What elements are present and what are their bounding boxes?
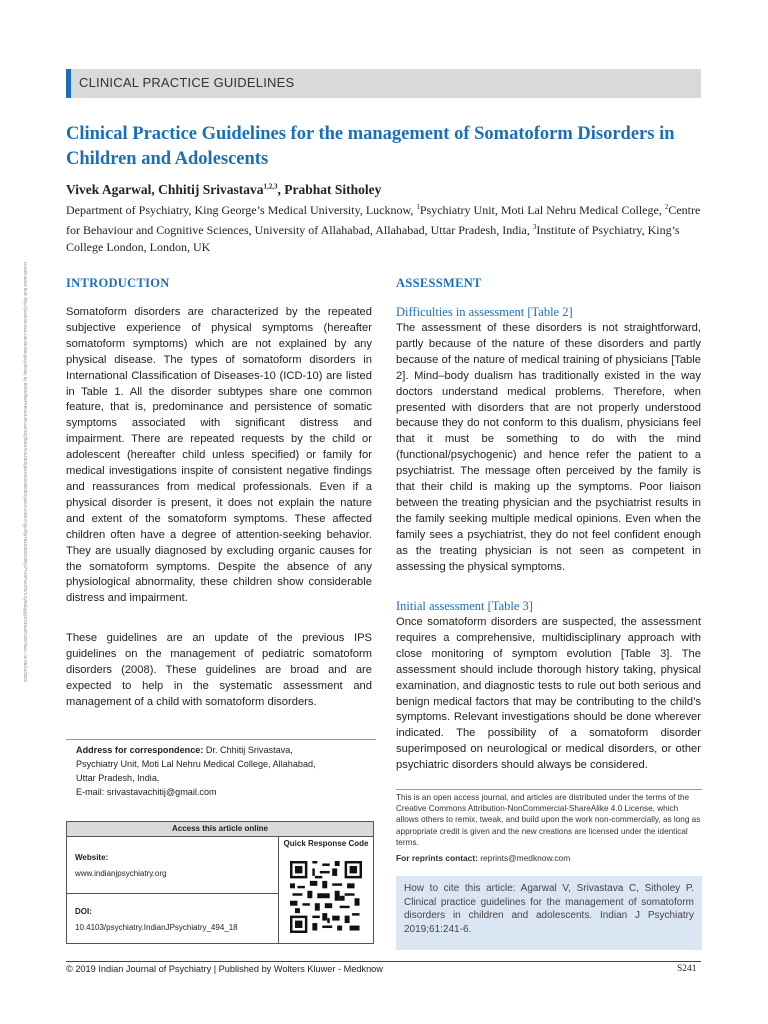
affiliation-sup: 3 (532, 223, 537, 231)
banner-label: CLINICAL PRACTICE GUIDELINES (79, 75, 295, 90)
correspondence-line: Psychiatry Unit, Moti Lal Nehru Medical College, Allahabad, (76, 759, 316, 769)
website-label: Website: (75, 853, 109, 862)
qr-header: Quick Response Code (283, 839, 369, 848)
affiliation-sup: 2 (664, 203, 669, 211)
correspondence-label: Address for correspondence: (76, 745, 204, 755)
access-header: Access this article online (67, 822, 373, 837)
access-info-column (67, 837, 279, 943)
author-superscript: 1,2,3 (263, 182, 278, 191)
correspondence-block (66, 739, 376, 799)
author-names-2: , Prabhat Sitholey (277, 182, 382, 197)
doi-label: DOI: (75, 907, 92, 916)
website-link[interactable]: www.indianjpsychiatry.org (75, 869, 167, 878)
reprints-contact (396, 853, 570, 863)
article-title: Clinical Practice Guidelines for the management of Somatoform Disorders in Children and Adolescents (66, 124, 675, 169)
access-online-box (66, 821, 374, 944)
affiliation-part: Institute of Psychiatry, King’s College London, London, UK (66, 223, 680, 254)
license-notice: This is an open access journal, and articles are distributed under the terms of the Creative Commons Attribution-NonCommercial-ShareAlike 4.0 License, which allows others to remix, tweak, and build upon the work non-commercially, as long as appropriate credit is given and the new creations are licensed under the identical terms. (396, 789, 702, 848)
citation-box: How to cite this article: Agarwal V, Srivastava C, Sitholey P. Clinical practice guidelines for the management of somatoform disorders in children and adolescents. Indian J Psychiatry 2019;61:241-6. (396, 876, 702, 950)
assessment-paragraph-2: Once somatoform disorders are suspected, the assessment requires a comprehensive, multidisciplinary approach with close monitoring of symptom evolution [Table 3]. The assessment should include thorough history taking, physical examination, and diagnostic tests to rule out both serious and benign medical factors that may be contributing to the child’s symptoms. Relevant investigations should be done wherever indicated. The possibility of a somatoform disorder superimposed on neurological or medical disorders, or other psychiatric disorders should always be considered. (396, 616, 701, 772)
correspondence-email[interactable]: E-mail: srivastavachitij@gmail.com (76, 787, 217, 797)
affiliation-sup: 1 (416, 203, 420, 211)
section-banner (66, 69, 701, 98)
reprints-label: For reprints contact: (396, 853, 478, 863)
assessment-subheading-2: Initial assessment [Table 3] (396, 599, 533, 613)
banner-accent-bar (66, 69, 71, 98)
affiliations (66, 199, 706, 256)
intro-paragraph-1: Somatoform disorders are characterized by the repeated subjective experience of physical symptoms (hereafter somatoform symptoms) which are not explained by any physical disease. The types of somatoform disorders in International Classification of Diseases-10 (ICD-10) are listed in Table 1. All the disorder subtypes share one common feature, that is, predominance and persistence of somatic symptoms associated with significant distress and impairment. There are repeated requests by the child or adolescent (hereafter child unless specified) or family for medical investigations inspite of consistent negative findings and reassurances from medical professionals. Even if a physical disorder is present, it does not explain the nature and extent of the somatoform symptoms. These affected children often have a degree of attention-seeking behavior. They are usually diagnosed by excluding organic causes for the somatoform symptoms. Despite the absence of any physiological abnormality, these children show considerable distress and impairment. (66, 306, 372, 605)
doi-link[interactable]: 10.4103/psychiatry.IndianJPsychiatry_494_18 (75, 923, 238, 932)
reprints-email[interactable]: reprints@medknow.com (477, 853, 571, 863)
affiliation-part: Centre for Behaviour and Cognitive Sciences, University of Allahabad, Allahabad, Uttar Pradesh, India, (66, 203, 701, 237)
assessment-subheading-1: Difficulties in assessment [Table 2] (396, 305, 573, 319)
affiliation-part: Department of Psychiatry, King George’s Medical University, Lucknow, (66, 203, 417, 217)
download-watermark-text: Downloaded from http://journals.lww.com/indianjpsychiatry by BhDMf5ePHKav1zEoum1tQfN4a+kJLhEZgbsIHo4XMi0hCywCX1AWnYQp/IlQrHD3i3D0OdRyi7TvSFl4Cf3VC1y0abggQZXdtwnfKZBYtws= on 05/12/2022 (23, 262, 28, 683)
intro-heading: INTRODUCTION (66, 276, 170, 290)
assessment-paragraph-1: The assessment of these disorders is not straightforward, partly because of the nature of these disorders and partly because of the nature of medical training of physicians [Table 2]. Mind–body dualism has traditionally existed in the way doctors understand medical problems. Therefore, when presented with disorders that are not properly understood because they do not conform to this dualism, physicians feel that it must be something to do with the mind (functional/psychogenic) and hence refer the patient to a psychiatrist. The message often perceived by the family is that their child is making up the symptoms. Poor liaison between the treating physician and the psychiatrist results in the family seeking multiple medical opinions. Even when the family sees a psychiatrist, they do not feel confident enough as the treating physician is not seen as competent in assessing the physical symptoms. (396, 322, 701, 573)
qr-code-icon[interactable] (290, 861, 362, 933)
author-list (66, 182, 381, 198)
correspondence-name: Dr. Chhitij Srivastava, (203, 745, 293, 755)
footer-copyright: © 2019 Indian Journal of Psychiatry | Published by Wolters Kluwer - Medknow (66, 964, 383, 974)
affiliation-part: Psychiatry Unit, Moti Lal Nehru Medical College, (419, 203, 665, 217)
website-row (67, 837, 278, 894)
author-names-1: Vivek Agarwal, Chhitij Srivastava (66, 182, 264, 197)
page-number: S241 (677, 964, 697, 974)
intro-paragraph-2: These guidelines are an update of the previous IPS guidelines on the management of pediatric somatoform disorders (2008). These guidelines are broad and are expected to help in the systematic assessment and management of a child with somatoform disorders. (66, 632, 372, 708)
correspondence-line: Uttar Pradesh, India. (76, 773, 160, 783)
footer-divider (66, 961, 701, 962)
assessment-heading: ASSESSMENT (396, 276, 482, 290)
download-watermark (20, 262, 28, 762)
